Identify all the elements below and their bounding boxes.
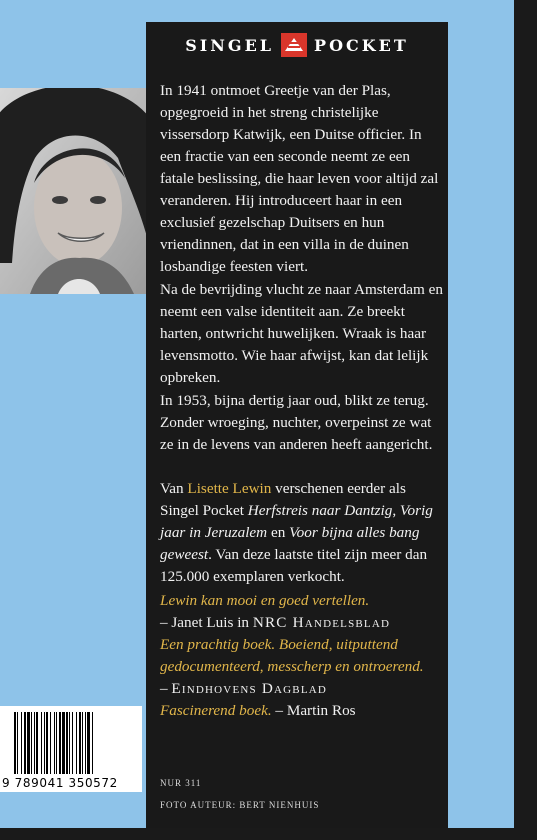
review-quotes — [160, 590, 446, 722]
barcode-bar — [72, 712, 73, 774]
barcode-bar — [54, 712, 55, 774]
review-item — [160, 590, 446, 634]
publisher-brand — [146, 22, 448, 68]
barcode-bar — [87, 712, 90, 774]
blurb — [160, 80, 446, 588]
barcode-bar — [79, 712, 81, 774]
author-note-prefix: Van — [160, 480, 188, 497]
barcode-bar — [76, 712, 77, 774]
review-quote: Lewin kan mooi en goed vertellen. — [160, 592, 370, 609]
barcode-bar — [62, 712, 65, 774]
barcode-bar — [85, 712, 86, 774]
text-panel — [146, 22, 448, 828]
review-source-prefix: – — [271, 702, 287, 719]
author-name: Lisette Lewin — [187, 480, 272, 497]
barcode-bar — [17, 712, 18, 774]
singel-pocket-logo-icon — [281, 33, 307, 57]
author-note-suffix: . Van deze laatste titel zijn meer dan 125.000 exemplaren verkocht. — [160, 546, 428, 585]
blurb-paragraph: Na de bevrijding vlucht ze naar Amsterdam en neemt een valse identiteit aan. Ze breekt harten, ontwricht huwelijken. Wraak is haar levensmotto. Wie haar afwijst, kan dat lelijk opbreken. — [160, 281, 443, 386]
review-source-prefix: – — [160, 680, 172, 697]
isbn-barcode — [0, 706, 142, 792]
nur-code: NUR 311 — [160, 778, 202, 788]
author-note-separator: , — [392, 502, 400, 519]
blurb-paragraph: In 1941 ontmoet Greetje van der Plas, opgegroeid in het streng christelijke vissersdorp Katwijk, een Duitse officier. In een fractie van een seconde neemt ze een fatale beslissing, die haar leven voor altijd zal veranderen. Hij introduceert haar in een exclusief gezelschap Duitsers en hun vriendinnen, dat in een villa in de duinen losbandige feesten viert. — [160, 82, 439, 275]
barcode-bar — [66, 712, 68, 774]
barcode-bar — [56, 712, 57, 774]
review-source: NRC Handelsblad — [252, 614, 391, 631]
barcode-bar — [59, 712, 61, 774]
author-note — [160, 478, 446, 588]
brand-right-word: POCKET — [314, 35, 409, 55]
barcode-bar — [50, 712, 51, 774]
barcode-bar — [69, 712, 70, 774]
brand-left-word: SINGEL — [185, 35, 275, 55]
author-note-text: verschenen eerder als Singel Pocket — [160, 480, 406, 519]
barcode-number: 9 789041 350572 — [2, 776, 118, 790]
barcode-bar — [36, 712, 38, 774]
title-herfstreis: Herfstreis naar Dantzig — [247, 502, 393, 519]
barcode-bar — [46, 712, 48, 774]
blurb-paragraph: In 1953, bijna dertig jaar oud, blikt ze terug. Zonder wroeging, nuchter, overpeinst ze wat ze in de levens van anderen heeft aangericht. — [160, 392, 433, 453]
barcode-bar — [31, 712, 32, 774]
review-quote: Fascinerend boek. — [160, 702, 272, 719]
barcode-bar — [41, 712, 42, 774]
author-photo — [0, 88, 146, 294]
review-item — [160, 700, 446, 722]
barcode-bar — [82, 712, 83, 774]
title-voor-bijna: Voor bijna alles bang geweest — [160, 524, 420, 563]
barcode-bar — [14, 712, 16, 774]
barcode-bar — [24, 712, 26, 774]
photo-credit: FOTO AUTEUR: BERT NIENHUIS — [160, 800, 320, 810]
barcode-bar — [34, 712, 35, 774]
barcode-bar — [92, 712, 93, 774]
review-source: Eindhovens Dagblad — [171, 680, 328, 697]
barcode-bars — [0, 706, 142, 778]
barcode-bar — [27, 712, 30, 774]
title-vorig-jaar: Vorig jaar in Jeruzalem — [160, 502, 433, 541]
review-item — [160, 634, 446, 700]
review-source-prefix: – Janet Luis in — [160, 614, 253, 631]
author-note-separator: en — [267, 524, 290, 541]
barcode-bar — [44, 712, 45, 774]
barcode-bar — [21, 712, 22, 774]
review-source: Martin Ros — [286, 702, 356, 719]
review-quote: Een prachtig boek. Boeiend, uitputtend gedocumenteerd, messcherp en ontroerend. — [160, 636, 424, 675]
